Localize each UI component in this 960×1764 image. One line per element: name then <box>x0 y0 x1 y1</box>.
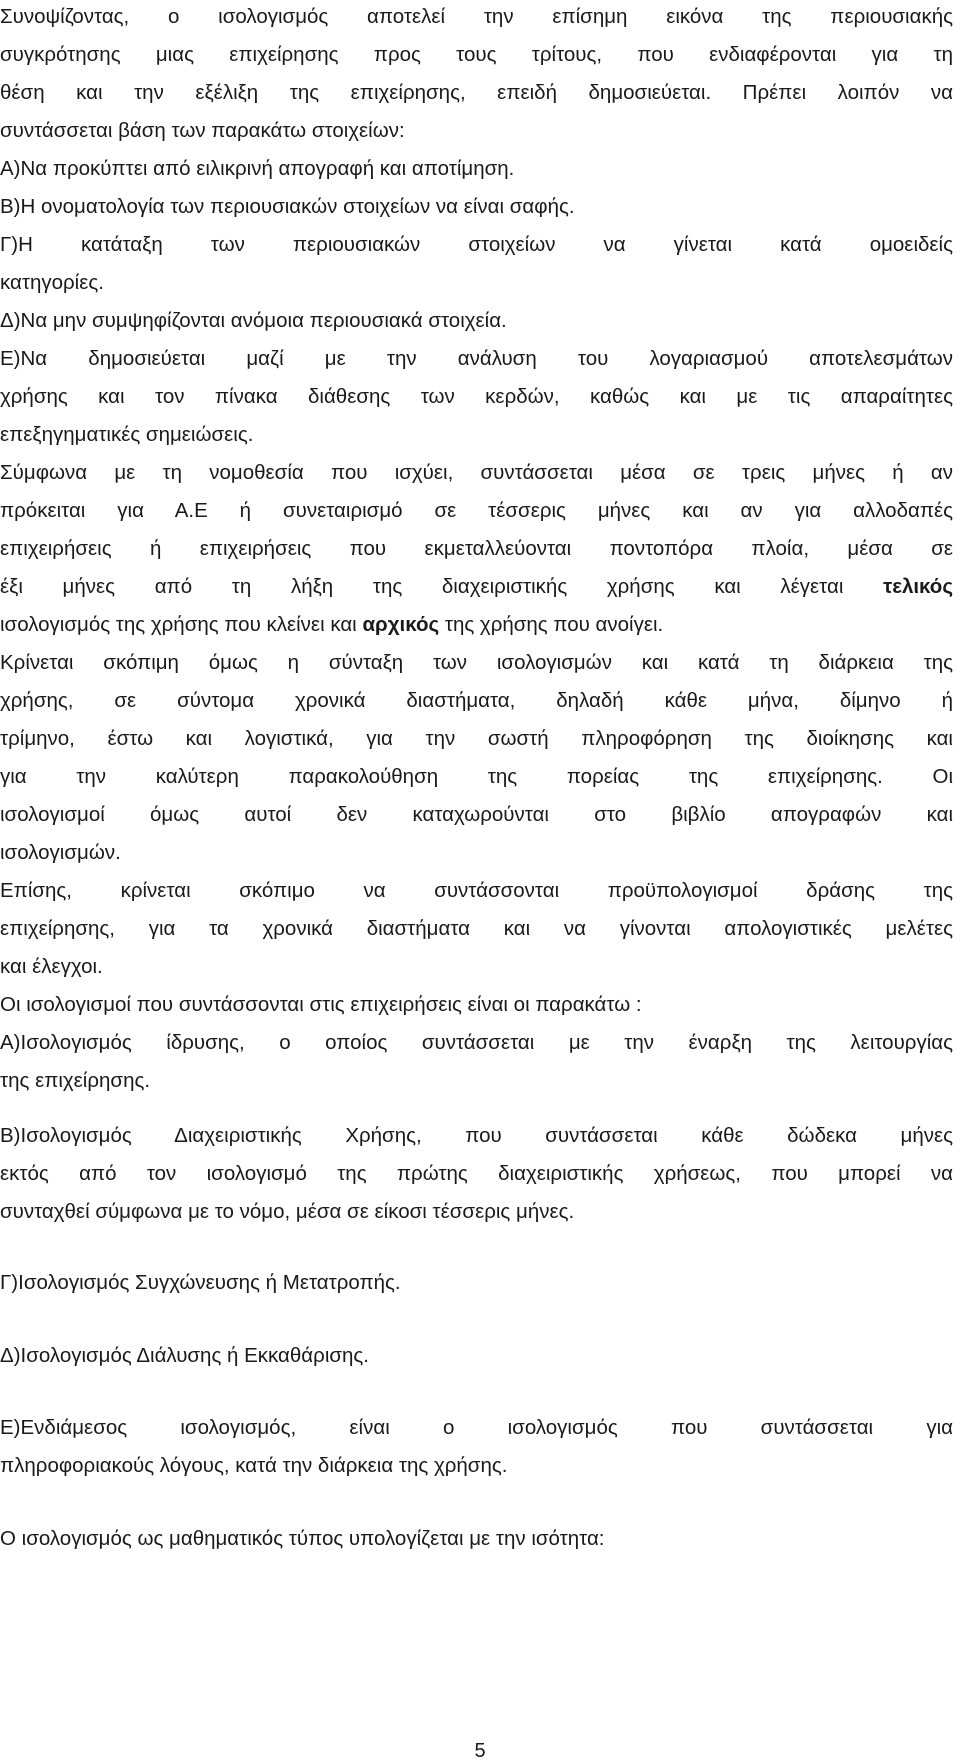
text-line: χρήσης και τον πίνακα διάθεσης των κερδών, καθώς και με τις απαραίτητες <box>0 385 953 408</box>
text-line: Δ)Ισολογισμός Διάλυσης ή Εκκαθάρισης. <box>0 1344 369 1367</box>
text-line: Α)Να προκύπτει από ειλικρινή απογραφή και αποτίμηση. <box>0 157 515 180</box>
bold-term: αρχικός <box>362 613 440 636</box>
text-line: ισολογισμοί όμως αυτοί δεν καταχωρούνται στο βιβλίο απογραφών και <box>0 803 953 826</box>
page-number: 5 <box>474 1740 486 1762</box>
text-line: συντάσσεται βάση των παρακάτω στοιχείων: <box>0 119 405 142</box>
text-line: συνταχθεί σύμφωνα με το νόμο, μέσα σε είκοσι τέσσερις μήνες. <box>0 1200 575 1223</box>
text-line: Οι ισολογισμοί που συντάσσονται στις επιχειρήσεις είναι οι παρακάτω : <box>0 993 642 1016</box>
text-line: για την καλύτερη παρακολούθηση της πορείας της επιχείρησης. Οι <box>0 765 953 788</box>
text-line: Γ)Ισολογισμός Συγχώνευσης ή Μετατροπής. <box>0 1271 401 1294</box>
text-line-with-bold <box>0 606 880 644</box>
text-line: Συνοψίζοντας, ο ισολογισμός αποτελεί την επίσημη εικόνα της περιουσιακής <box>0 5 953 28</box>
text-line: Γ)Η κατάταξη των περιουσιακών στοιχείων να γίνεται κατά ομοειδείς <box>0 233 953 256</box>
text-line: επεξηγηματικές σημειώσεις. <box>0 423 254 446</box>
text-line: πληροφοριακούς λόγους, κατά την διάρκεια της χρήσης. <box>0 1454 508 1477</box>
text-line: θέση και την εξέλιξη της επιχείρησης, επειδή δημοσιεύεται. Πρέπει λοιπόν να <box>0 81 953 104</box>
text-line: της επιχείρησης. <box>0 1069 151 1092</box>
text-line: συγκρότησης μιας επιχείρησης προς τους τρίτους, που ενδιαφέρονται για τη <box>0 43 953 66</box>
text-line: Σύμφωνα με τη νομοθεσία που ισχύει, συντάσσεται μέσα σε τρεις μήνες ή αν <box>0 461 953 484</box>
bold-term: τελικός <box>883 575 953 598</box>
text-segment: έξι μήνες από τη λήξη της διαχειριστικής χρήσης και λέγεται <box>0 575 844 598</box>
text-line: εκτός από τον ισολογισμό της πρώτης διαχειριστικής χρήσεως, που μπορεί να <box>0 1162 953 1185</box>
text-line: πρόκειται για Α.Ε ή συνεταιρισμό σε τέσσερις μήνες και αν για αλλοδαπές <box>0 499 953 522</box>
text-line: Α)Ισολογισμός ίδρυσης, ο οποίος συντάσσεται με την έναρξη της λειτουργίας <box>0 1031 953 1054</box>
text-segment: ισολογισμός της χρήσης που κλείνει και <box>0 613 357 636</box>
text-line: κατηγορίες. <box>0 271 104 294</box>
text-line: Β)Ισολογισμός Διαχειριστικής Χρήσης, που συντάσσεται κάθε δώδεκα μήνες <box>0 1124 953 1147</box>
text-line-with-bold <box>0 568 953 606</box>
text-line: ισολογισμών. <box>0 841 121 864</box>
text-line: Ε)Να δημοσιεύεται μαζί με την ανάλυση του λογαριασμού αποτελεσμάτων <box>0 347 953 370</box>
text-line: Επίσης, κρίνεται σκόπιμο να συντάσσονται προϋπολογισμοί δράσης της <box>0 879 953 902</box>
text-line: επιχειρήσεις ή επιχειρήσεις που εκμεταλλεύονται ποντοπόρα πλοία, μέσα σε <box>0 537 953 560</box>
text-line: Ε)Ενδιάμεσος ισολογισμός, είναι ο ισολογισμός που συντάσσεται για <box>0 1416 953 1439</box>
text-line: και έλεγχοι. <box>0 955 103 978</box>
text-line: Ο ισολογισμός ως μαθηματικός τύπος υπολογίζεται με την ισότητα: <box>0 1527 605 1550</box>
text-line: Β)Η ονοματολογία των περιουσιακών στοιχείων να είναι σαφής. <box>0 195 575 218</box>
text-line: επιχείρησης, για τα χρονικά διαστήματα και να γίνονται απολογιστικές μελέτες <box>0 917 953 940</box>
text-segment: της χρήσης που ανοίγει. <box>444 613 664 636</box>
text-line: τρίμηνο, έστω και λογιστικά, για την σωστή πληροφόρηση της διοίκησης και <box>0 727 953 750</box>
text-line: Δ)Να μην συμψηφίζονται ανόμοια περιουσιακά στοιχεία. <box>0 309 507 332</box>
text-line: χρήσης, σε σύντομα χρονικά διαστήματα, δηλαδή κάθε μήνα, δίμηνο ή <box>0 689 953 712</box>
text-line: Κρίνεται σκόπιμη όμως η σύνταξη των ισολογισμών και κατά τη διάρκεια της <box>0 651 953 674</box>
